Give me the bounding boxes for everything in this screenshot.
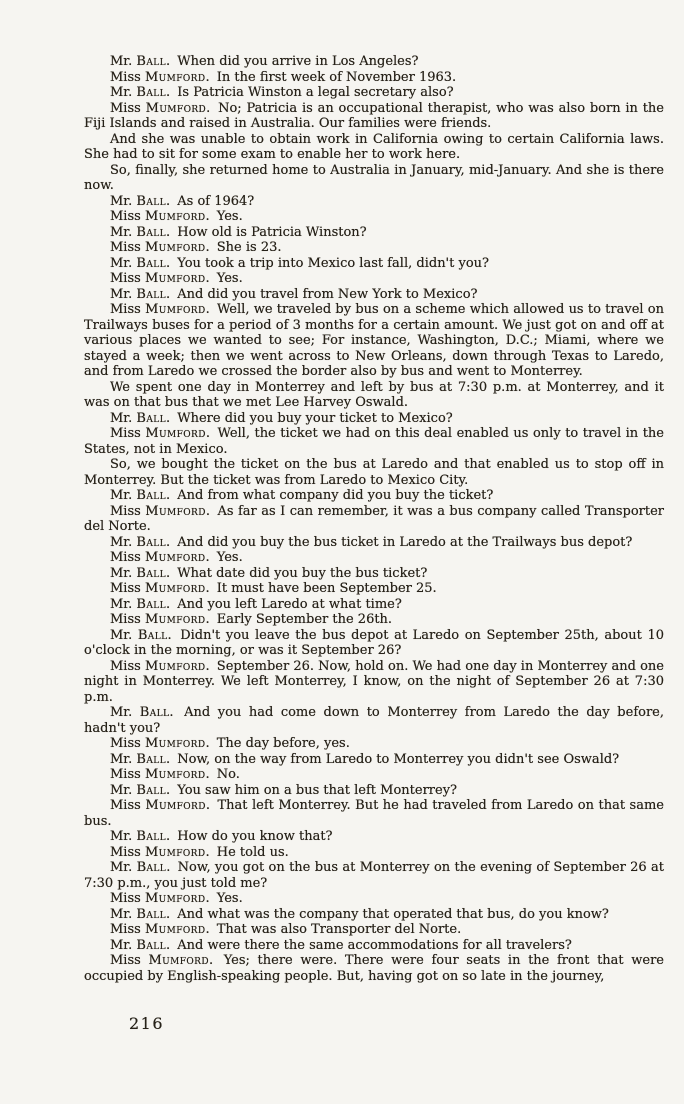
transcript-paragraph: Mr. Ball. How old is Patricia Winston? xyxy=(110,224,367,240)
transcript-paragraph: Miss Mumford. That was also Transporter del Norte. xyxy=(110,922,462,937)
transcript-paragraph: Miss Mumford. September 26. Now, hold on. We had one day in Monterrey and one night in Monterrey. We left Monterrey, I know, on the night of September 26 at 7:30 p.m. xyxy=(84,658,665,705)
speaker-surname: Mumford xyxy=(144,240,206,255)
speaker-surname: Mumford xyxy=(144,922,206,937)
transcript-paragraph: Mr. Ball. And you left Laredo at what time? xyxy=(110,596,402,612)
speaker-name: Miss Mumford. xyxy=(110,426,210,441)
transcript-paragraph: So, we bought the ticket on the bus at Laredo and that enabled us to stop off in Monterrey. But the ticket was from Laredo to Mexico City. xyxy=(84,457,664,488)
transcript-paragraph: Mr. Ball. When did you arrive in Los Angeles? xyxy=(110,54,419,69)
speaker-surname: Mumford xyxy=(145,302,206,317)
speaker-surname: Mumford xyxy=(144,658,206,674)
speaker-surname: Ball xyxy=(136,286,166,302)
speaker-surname: Mumford xyxy=(148,953,209,968)
transcript-paragraph: Mr. Ball. And from what company did you buy the ticket? xyxy=(110,488,494,503)
speaker-surname: Ball xyxy=(136,596,166,612)
transcript-paragraph: Miss Mumford. Early September the 26th. xyxy=(110,612,393,627)
transcript-paragraph: Miss Mumford. Yes. xyxy=(110,550,243,565)
transcript-paragraph: So, finally, she returned home to Australia in January, mid-January. And she is there now. xyxy=(84,162,664,193)
speaker-surname: Ball xyxy=(136,782,166,798)
speaker-name: Mr. Ball. xyxy=(110,829,171,844)
speaker-surname: Ball xyxy=(136,54,166,69)
speaker-surname: Mumford xyxy=(144,581,206,596)
speaker-surname: Ball xyxy=(136,410,166,426)
speaker-name: Mr. Ball. xyxy=(110,937,171,953)
speaker-name: Mr. Ball. xyxy=(110,534,171,550)
transcript-paragraph: Mr. Ball. You saw him on a bus that left Monterrey? xyxy=(110,782,458,798)
speaker-name: Mr. Ball. xyxy=(110,410,171,426)
speaker-surname: Ball xyxy=(136,193,166,209)
speaker-surname: Mumford xyxy=(144,891,206,906)
speaker-surname: Ball xyxy=(136,751,166,767)
transcript-paragraph: Miss Mumford. He told us. xyxy=(110,844,289,860)
speaker-name: Mr. Ball. xyxy=(110,193,171,209)
transcript-paragraph: Miss Mumford. Well, the ticket we had on this deal enabled us only to travel in the States, not in Mexico. xyxy=(84,426,664,457)
speaker-name: Miss Mumford. xyxy=(110,503,210,519)
speaker-name: Miss Mumford. xyxy=(110,798,210,813)
transcript-paragraph: Mr. Ball. Now, you got on the bus at Monterrey on the evening of September 26 at 7:30 p.m., you just told me? xyxy=(84,860,664,891)
speaker-name: Miss Mumford. xyxy=(110,69,210,85)
transcript-paragraph: Mr. Ball. You took a trip into Mexico last fall, didn't you? xyxy=(110,255,490,271)
speaker-name: Mr. Ball. xyxy=(110,705,174,720)
speaker-name: Miss Mumford. xyxy=(110,550,210,565)
transcript-paragraph: Miss Mumford. She is 23. xyxy=(110,240,282,255)
speaker-surname: Mumford xyxy=(144,767,206,782)
speaker-name: Mr. Ball. xyxy=(110,627,172,643)
speaker-name: Miss Mumford. xyxy=(110,922,210,937)
speaker-surname: Ball xyxy=(136,85,166,100)
speaker-surname: Mumford xyxy=(144,736,206,751)
speaker-name: Mr. Ball. xyxy=(110,85,171,100)
speaker-name: Miss Mumford. xyxy=(110,844,210,860)
speaker-surname: Ball xyxy=(136,224,166,240)
speaker-surname: Mumford xyxy=(144,612,206,627)
transcript-paragraph: Mr. Ball. What date did you buy the bus ticket? xyxy=(110,565,428,581)
speaker-surname: Ball xyxy=(136,906,166,922)
speaker-surname: Mumford xyxy=(145,798,206,813)
speaker-name: Miss Mumford. xyxy=(110,271,210,286)
speaker-surname: Ball xyxy=(139,705,170,720)
speaker-name: Miss Mumford. xyxy=(110,736,210,751)
speaker-name: Miss Mumford. xyxy=(110,209,210,224)
speaker-name: Mr. Ball. xyxy=(110,224,171,240)
speaker-name: Miss Mumford. xyxy=(110,953,214,968)
page-number: 216 xyxy=(129,1014,165,1033)
speaker-surname: Mumford xyxy=(144,209,206,224)
speaker-name: Miss Mumford. xyxy=(110,612,210,627)
speaker-name: Mr. Ball. xyxy=(110,782,171,798)
transcript-paragraph: Mr. Ball. And were there the same accommodations for all travelers? xyxy=(110,937,572,953)
transcript-paragraph: Mr. Ball. Is Patricia Winston a legal secretary also? xyxy=(110,85,454,100)
transcript-paragraph: Miss Mumford. No. xyxy=(110,767,240,782)
speaker-surname: Ball xyxy=(136,829,166,844)
transcript-paragraph: Mr. Ball. And what was the company that operated that bus, do you know? xyxy=(110,906,609,922)
speaker-name: Mr. Ball. xyxy=(110,286,171,302)
transcript-paragraph: Miss Mumford. Yes. xyxy=(110,891,243,906)
speaker-surname: Ball xyxy=(136,255,166,271)
transcript-paragraph: Mr. Ball. And did you buy the bus ticket in Laredo at the Trailways bus depot? xyxy=(110,534,633,550)
speaker-name: Mr. Ball. xyxy=(110,54,171,69)
speaker-surname: Mumford xyxy=(145,503,206,519)
speaker-surname: Mumford xyxy=(145,426,206,441)
speaker-name: Miss Mumford. xyxy=(110,891,210,906)
transcript-paragraph: Miss Mumford. Yes. xyxy=(110,209,243,224)
transcript-paragraph: Mr. Ball. Now, on the way from Laredo to Monterrey you didn't see Oswald? xyxy=(110,751,620,767)
transcript-paragraph: Miss Mumford. In the first week of November 1963. xyxy=(110,69,457,85)
speaker-surname: Mumford xyxy=(144,271,206,286)
speaker-name: Mr. Ball. xyxy=(110,488,171,503)
speaker-surname: Ball xyxy=(136,937,166,953)
speaker-name: Mr. Ball. xyxy=(110,906,171,922)
transcript-paragraph: Miss Mumford. That left Monterrey. But he had traveled from Laredo on that same bus. xyxy=(84,798,664,829)
speaker-surname: Mumford xyxy=(145,100,207,116)
transcript-paragraph: Miss Mumford. The day before, yes. xyxy=(110,736,350,751)
transcript-paragraph: Miss Mumford. Well, we traveled by bus on a scheme which allowed us to travel on Trailways buses for a period of 3 months for a certain amount. We just got on and off at various places we wanted to see; For instance, Washington, D.C.; Miami, where we stayed a week; then we went across to New Orleans, down through Texas to Laredo, and from Laredo we crossed the border also by bus and went to Monterrey. xyxy=(84,302,665,379)
transcript-paragraph: We spent one day in Monterrey and left by bus at 7:30 p.m. at Monterrey, and it was on that bus that we met Lee Harvey Oswald. xyxy=(84,379,664,410)
transcript-paragraph: Miss Mumford. Yes; there were. There were four seats in the front that were occupied by English-speaking people. But, having got on so late in the journey, xyxy=(84,953,664,984)
transcript-paragraph: Mr. Ball. How do you know that? xyxy=(110,829,333,844)
transcript-paragraph: Miss Mumford. As far as I can remember, it was a bus company called Transporter del Norte. xyxy=(84,503,664,534)
transcript-paragraph: Miss Mumford. No; Patricia is an occupational therapist, who was also born in the Fiji Islands and raised in Australia. Our families were friends. xyxy=(84,100,664,131)
speaker-name: Mr. Ball. xyxy=(110,751,171,767)
speaker-surname: Ball xyxy=(136,534,166,550)
speaker-surname: Ball xyxy=(136,565,166,581)
transcript-paragraph: Mr. Ball. And did you travel from New York to Mexico? xyxy=(110,286,478,302)
speaker-surname: Ball xyxy=(137,627,168,643)
speaker-name: Miss Mumford. xyxy=(110,658,210,674)
speaker-surname: Ball xyxy=(136,488,166,503)
speaker-name: Miss Mumford. xyxy=(110,581,210,596)
transcript-paragraph: Mr. Ball. Didn't you leave the bus depot at Laredo on September 25th, about 10 o'clock in the morning, or was it September 26? xyxy=(84,627,664,658)
speaker-surname: Mumford xyxy=(144,844,206,860)
speaker-surname: Mumford xyxy=(144,69,206,85)
speaker-name: Miss Mumford. xyxy=(110,767,210,782)
speaker-name: Mr. Ball. xyxy=(110,255,171,271)
speaker-name: Miss Mumford. xyxy=(110,302,210,317)
transcript-paragraph: Miss Mumford. It must have been September 25. xyxy=(110,581,437,596)
speaker-name: Miss Mumford. xyxy=(110,100,211,116)
transcript-paragraph: Mr. Ball. And you had come down to Monterrey from Laredo the day before, hadn't you? xyxy=(84,705,664,736)
transcript xyxy=(84,54,664,984)
speaker-name: Mr. Ball. xyxy=(110,565,171,581)
speaker-surname: Ball xyxy=(136,860,167,875)
speaker-name: Miss Mumford. xyxy=(110,240,210,255)
speaker-surname: Mumford xyxy=(144,550,206,565)
speaker-name: Mr. Ball. xyxy=(110,596,171,612)
transcript-paragraph: Mr. Ball. As of 1964? xyxy=(110,193,255,209)
transcript-paragraph: Mr. Ball. Where did you buy your ticket to Mexico? xyxy=(110,410,453,426)
transcript-paragraph: Miss Mumford. Yes. xyxy=(110,271,243,286)
speaker-name: Mr. Ball. xyxy=(110,860,171,875)
transcript-paragraph: And she was unable to obtain work in California owing to certain California laws. She had to sit for some exam to enable her to work here. xyxy=(84,131,664,162)
